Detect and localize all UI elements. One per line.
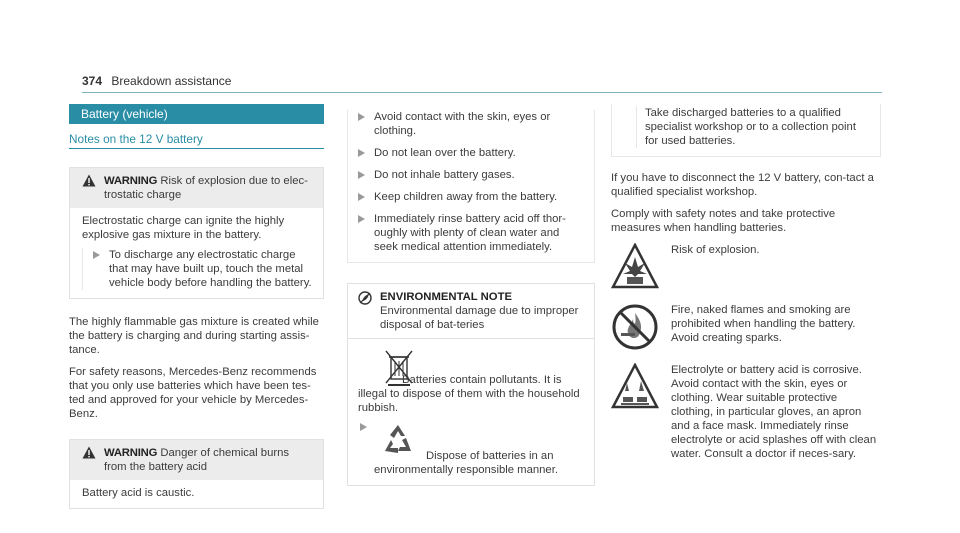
warning-body: Battery acid is caustic. (82, 487, 195, 499)
warning-header (70, 168, 323, 208)
paragraph: Comply with safety notes and take protective measures when handling batteries. (611, 208, 836, 234)
warning-title: Risk of explosion due to elec- trostatic charge (104, 175, 308, 201)
column-2 (347, 104, 595, 486)
column-3 (611, 104, 881, 461)
warning-box-acid (69, 439, 324, 509)
warning-triangle-icon (82, 446, 96, 459)
warning-header (70, 440, 323, 480)
safety-symbol-text: Fire, naked flames and smoking are prohibited when handling the battery. Avoid creating sparks. (671, 304, 856, 344)
column-1 (69, 104, 324, 509)
note-body: Batteries contain pollutants. It is illegal to dispose of them with the household rubbish. (358, 374, 580, 414)
running-section-title: Breakdown assistance (111, 74, 232, 88)
explosion-icon (611, 243, 659, 291)
paragraph: The highly flammable gas mixture is created while the battery is charging and during starting assis-tance. (69, 316, 319, 356)
warning-triangle-icon (82, 174, 96, 187)
safety-symbol-row (611, 303, 881, 353)
warning-label: WARNING (104, 175, 158, 187)
corrosive-icon (611, 363, 659, 411)
note-title: Environmental damage due to improper disposal of bat-teries (380, 305, 579, 331)
warning-box-acid-continued (347, 110, 595, 263)
bullet-item: Do not lean over the battery. (348, 146, 586, 160)
safety-symbol-row (611, 243, 881, 293)
safety-symbol-text: Electrolyte or battery acid is corrosive. Avoid contact with the skin, eyes or clothing. Wear suitable protective clothing, in particular gloves, an apron and a face mask. Immediately rinse electrolyte or acid splashes off with clean water. Consult a doctor if neces-sary. (671, 364, 877, 460)
page-number: 374 (82, 74, 103, 88)
paragraph: If you have to disconnect the 12 V battery, con-tact a qualified specialist workshop. (611, 172, 874, 198)
header-divider (82, 92, 882, 93)
safety-symbol-row (611, 363, 881, 461)
no-fire-icon (611, 303, 659, 351)
bullet-item: Avoid contact with the skin, eyes or clothing. (348, 110, 586, 138)
note-label: ENVIRONMENTAL NOTE (380, 291, 513, 303)
warning-body: Electrostatic charge can ignite the highly explosive gas mixture in the battery. (82, 215, 285, 241)
paragraph: For safety reasons, Mercedes-Benz recommends that you only use batteries which have been tes-ted and approved for your vehicle by Mercedes-Benz. (69, 366, 317, 420)
environment-icon (358, 291, 372, 305)
safety-symbol-text: Risk of explosion. (671, 244, 760, 256)
note-bullet-text: Dispose of batteries in an environmentally responsible manner. (374, 450, 558, 476)
section-title: Battery (vehicle) (69, 104, 324, 124)
warning-bullet: To discharge any electrostatic charge that may have built up, touch the metal vehicle body before handling the battery. (82, 248, 313, 290)
warning-label: WARNING (104, 447, 158, 459)
page-header (82, 74, 231, 88)
section-subheading: Notes on the 12 V battery (69, 132, 324, 149)
warning-box-explosion (69, 167, 324, 299)
note-bullet-item (358, 421, 584, 477)
note-box-continued (611, 104, 881, 157)
bullet-item: Immediately rinse battery acid off thor-oughly with plenty of clean water and seek medical attention immediately. (348, 212, 586, 254)
note-header (348, 284, 594, 338)
bullet-item: Do not inhale battery gases. (348, 168, 586, 182)
bullet-item: Keep children away from the battery. (348, 190, 586, 204)
warning-title: Danger of chemical burns from the battery acid (104, 447, 290, 473)
note-continued-text: Take discharged batteries to a qualified specialist workshop or to a collection point for used batteries. (636, 106, 870, 148)
environmental-note-box (347, 283, 595, 486)
